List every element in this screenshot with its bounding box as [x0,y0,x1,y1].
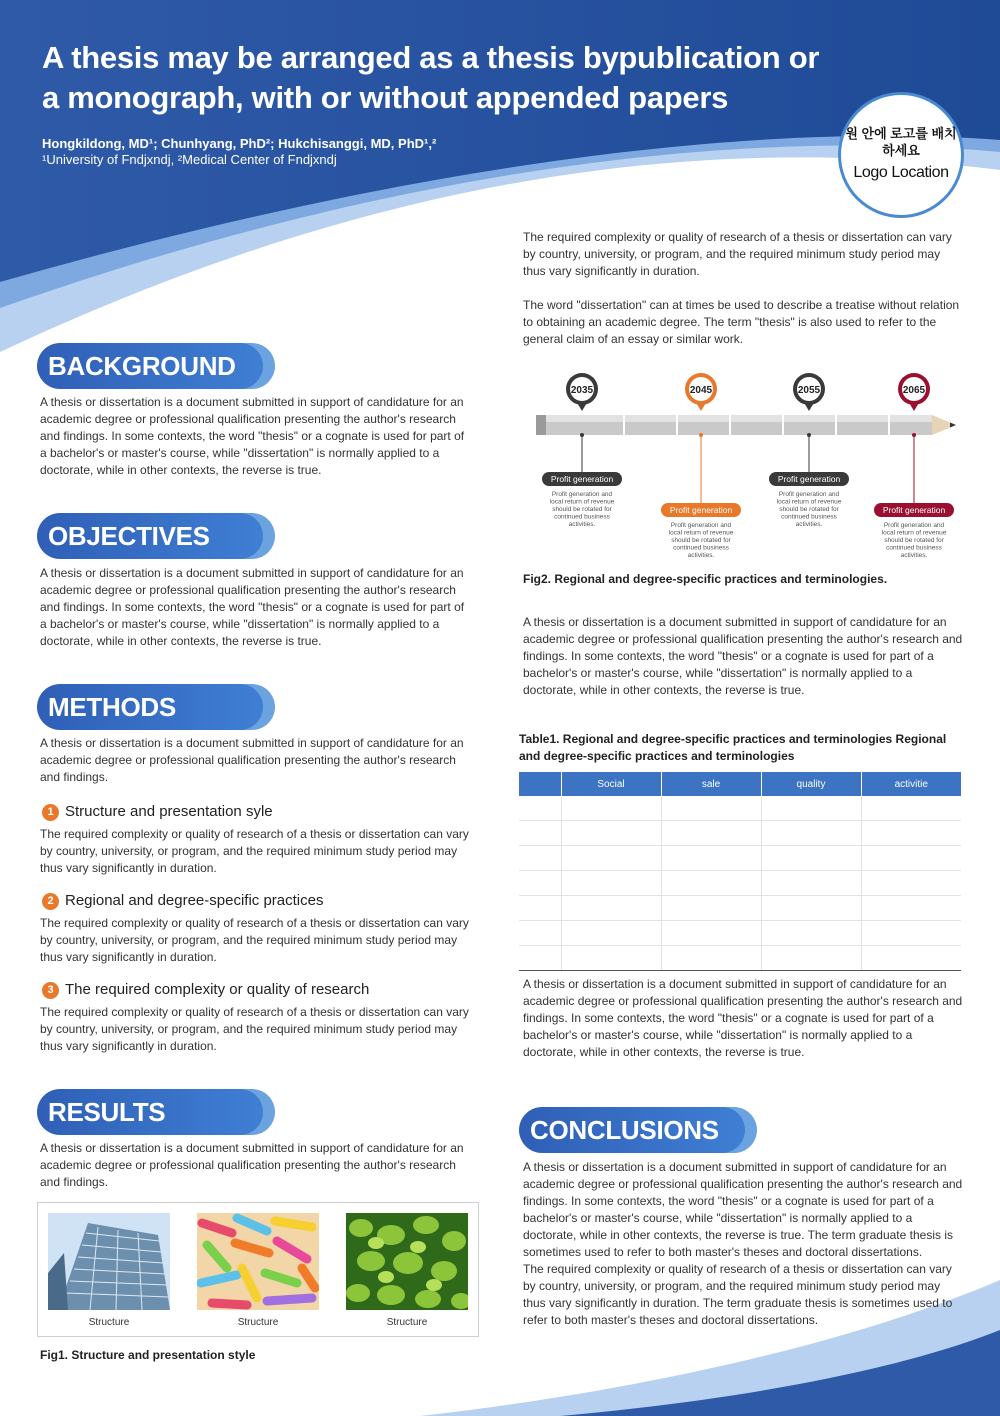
background-heading [37,343,277,389]
timeline-year: 2055 [797,385,821,396]
table-cell [861,921,961,946]
method-item-2-title: 2 Regional and degree-specific practices [42,891,323,911]
table-cell [861,896,961,921]
table-cell [519,846,561,871]
table-row [519,846,961,871]
table-cell [661,871,761,896]
logo-korean-text: 원 안에 로고를 배치하세요 [845,126,957,158]
table1-caption: Table1. Regional and degree-specific practices and terminologies Regional and degree-specific practices and terminologies [519,732,947,763]
number-badge-2: 2 [42,893,59,910]
objectives-heading-text: OBJECTIVES [37,513,263,559]
timeline-label: Profit generation [777,474,841,484]
table-cell [561,946,661,971]
timeline-label: Profit generation [669,505,733,515]
candy-photo [197,1213,319,1310]
right-paragraph-4: A thesis or dissertation is a document submitted in support of candidature for an academic degree or professional qualification presenting the author's research and findings. In some contexts, the word "thesis" or a cognate is used for part of a bachelor's or master's course, while "dissertation" is normally applied to a doctorate, while in other contexts, the reverse is true. [523,977,963,1059]
methods-heading-text: METHODS [37,684,263,730]
method-item-3-title: 3 The required complexity or quality of research [42,980,369,1000]
photo-label-2: Structure [237,1317,279,1328]
table-header-cell: sale [661,772,761,796]
author-affiliations: ¹University of Fndjxndj, ²Medical Center of Fndjxndj [42,152,337,167]
timeline-description: Profit generation and local return of revenue should be rotated for continued business activities. [668,522,734,559]
timeline-description: Profit generation and local return of revenue should be rotated for continued business activities. [776,491,842,528]
author-block [42,136,436,168]
results-heading-text: RESULTS [37,1089,263,1135]
table-cell [519,821,561,846]
table-cell [761,871,861,896]
number-badge-1: 1 [42,804,59,821]
table-cell [761,846,861,871]
table-cell [861,846,961,871]
conclusions-heading-text: CONCLUSIONS [519,1107,745,1153]
table-cell [861,821,961,846]
right-paragraph-1: The required complexity or quality of research of a thesis or dissertation can vary by country, university, or program, and the required minimum study period may thus vary significantly in duration. [523,230,952,278]
timeline-year: 2045 [689,385,713,396]
table-cell [561,921,661,946]
table-cell [561,896,661,921]
background-heading-text: BACKGROUND [37,343,263,389]
table-cell [561,821,661,846]
table-cell [761,796,861,821]
photo-label-1: Structure [88,1317,130,1328]
logo-placeholder [838,92,964,218]
table-header-cell: quality [761,772,861,796]
timeline-label: Profit generation [550,474,614,484]
table-cell [519,921,561,946]
table-cell [761,921,861,946]
table-header-cell: Social [561,772,661,796]
background-text: A thesis or dissertation is a document submitted in support of candidature for an academic degree or professional qualification presenting the author's research and findings. In some contexts, the word "thesis" or a cognate is used for part of a bachelor's or master's course, while "dissertation" is normally applied to a doctorate, while in other contexts, the reverse is true. [40,395,465,477]
fig1-caption: Fig1. Structure and presentation style [40,1348,256,1362]
timeline-milestone-4 [874,373,954,559]
conclusions-paragraph-2: The required complexity or quality of research of a thesis or dissertation can vary by country, university, or program, and the required minimum study period may thus vary significantly in duration. The term graduate thesis is sometimes used to refer to both master's theses and doctoral dissertations. [523,1262,953,1327]
logo-english-text: Logo Location [853,164,949,181]
table-cell [761,946,861,971]
table-row [519,946,961,971]
results-heading [37,1089,277,1135]
table-row [519,821,961,846]
table-cell [519,946,561,971]
methods-text: A thesis or dissertation is a document submitted in support of candidature for an academic degree or professional qualification presenting the author's research and findings. [40,736,464,784]
method-item-1-title: 1 Structure and presentation syle [42,802,273,822]
table-row [519,921,961,946]
table-cell [861,946,961,971]
timeline-description: Profit generation and local return of revenue should be rotated for continued business activities. [881,522,947,559]
table-cell [519,796,561,821]
timeline-figure [530,365,970,565]
table-row [519,871,961,896]
table-cell [661,796,761,821]
timeline-milestone-3 [769,373,849,528]
conclusions-paragraph-1: A thesis or dissertation is a document submitted in support of candidature for an academic degree or professional qualification presenting the author's research and findings. In some contexts, the word "thesis" or a cognate is used for part of a bachelor's or master's course, while "dissertation" is normally applied to a doctorate, while in other contexts, the reverse is true. The term graduate thesis is sometimes used to refer to both master's theses and doctoral dissertations. [523,1160,963,1259]
table-row [519,896,961,921]
table-cell [561,871,661,896]
number-badge-3: 3 [42,982,59,999]
table-row [519,796,961,821]
table-cell [861,796,961,821]
table-cell [661,896,761,921]
table-cell [661,846,761,871]
fig2-caption: Fig2. Regional and degree-specific practices and terminologies. [523,572,888,586]
poster-title: A thesis may be arranged as a thesis bypublication or a monograph, with or without appended papers [42,40,820,115]
table-cell [661,821,761,846]
right-paragraph-2: The word "dissertation" can at times be used to describe a treatise without relation to obtaining an academic degree. The term "thesis" is also used to refer to the general claim of an essay or similar work. [523,298,960,346]
timeline-milestone-2 [661,373,741,559]
methods-heading [37,684,277,730]
conclusions-text [523,1159,963,1329]
leaves-photo [346,1213,468,1310]
timeline-graphic [530,365,970,565]
timeline-milestone-1 [542,373,622,528]
table-cell [561,846,661,871]
table-cell [661,946,761,971]
table-cell [561,796,661,821]
method-item-1-text: The required complexity or quality of research of a thesis or dissertation can vary by country, university, or program, and the required minimum study period may thus vary significantly in duration. [40,827,469,875]
conclusions-heading [519,1107,759,1153]
table1 [519,772,961,971]
timeline-description: Profit generation and local return of revenue should be rotated for continued business activities. [549,491,615,528]
table-cell [761,821,861,846]
table-cell [861,871,961,896]
objectives-text: A thesis or dissertation is a document submitted in support of candidature for an academic degree or professional qualification presenting the author's research and findings. In some contexts, the word "thesis" or a cognate is used for part of a bachelor's or master's course, while "dissertation" is normally applied to a doctorate, while in other contexts, the reverse is true. [40,566,465,648]
results-photo-panel [37,1202,479,1337]
results-text: A thesis or dissertation is a document submitted in support of candidature for an academic degree or professional qualification presenting the author's research and findings. [40,1141,464,1189]
photo-label-3: Structure [386,1317,428,1328]
author-names: Hongkildong, MD¹; Chunhyang, PhD²; Hukchisanggi, MD, PhD¹,² [42,136,437,151]
method-item-3-text: The required complexity or quality of research of a thesis or dissertation can vary by country, university, or program, and the required minimum study period may thus vary significantly in duration. [40,1005,469,1053]
timeline-year: 2035 [570,385,594,396]
table-cell [519,896,561,921]
table-cell [661,921,761,946]
method-item-2-text: The required complexity or quality of research of a thesis or dissertation can vary by country, university, or program, and the required minimum study period may thus vary significantly in duration. [40,916,469,964]
timeline-year: 2065 [902,385,926,396]
right-paragraph-3: A thesis or dissertation is a document submitted in support of candidature for an academic degree or professional qualification presenting the author's research and findings. In some contexts, the word "thesis" or a cognate is used for part of a bachelor's or master's course, while "dissertation" is normally applied to a doctorate, while in other contexts, the reverse is true. [523,615,963,697]
timeline-label: Profit generation [882,505,946,515]
table-cell [519,871,561,896]
table-header-cell [519,772,561,796]
objectives-heading [37,513,277,559]
table-header-cell: activitie [861,772,961,796]
table-cell [761,896,861,921]
building-photo [48,1213,170,1310]
